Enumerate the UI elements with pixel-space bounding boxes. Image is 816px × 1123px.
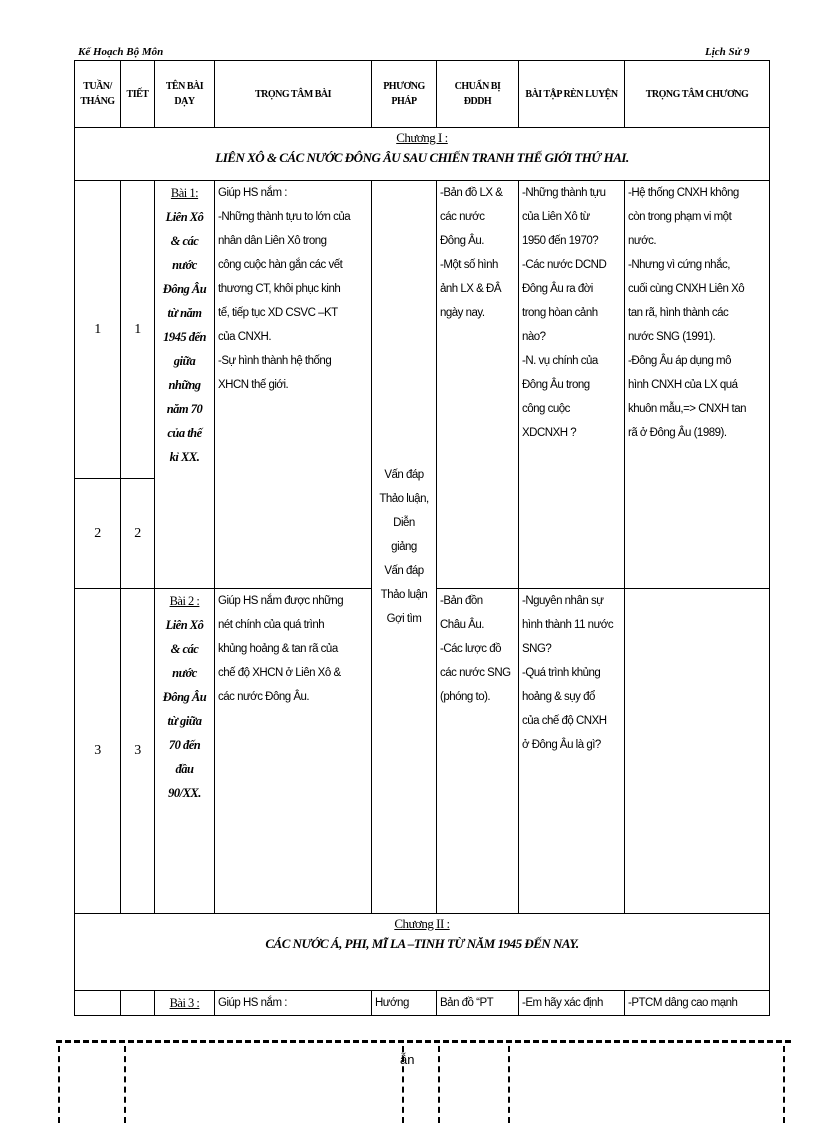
lesson-1-name — [155, 181, 215, 589]
page-break-vline — [438, 1046, 440, 1123]
period-cell: 1 — [121, 181, 155, 479]
header-left-title: Kế Hoạch Bộ Môn — [78, 46, 164, 58]
lesson-3-name — [155, 991, 215, 1016]
chapter-1-label: Chương I : — [396, 130, 448, 145]
col-chapter-focus: TRỌNG TÂM CHƯƠNG — [625, 61, 770, 128]
lesson-2-name — [155, 589, 215, 914]
lesson-1-label: Bài 1: — [170, 186, 199, 200]
week-cell: 3 — [75, 589, 121, 914]
table-header-row — [75, 61, 770, 128]
lesson-3-chapter-focus: -PTCM dâng cao mạnh — [625, 991, 770, 1016]
chapter-2-label: Chương II : — [394, 916, 450, 931]
period-cell: 3 — [121, 589, 155, 914]
chapter-2-row — [75, 914, 770, 991]
page-break-vline — [783, 1046, 785, 1123]
lesson-2-focus: Giúp HS nắm được những nét chính của quá trình khủng hoảng & tan rã của chế độ XHCN ở Liên Xô & các nước Đông Âu. — [215, 589, 372, 914]
chapter-1-focus: -Hệ thống CNXH không còn trong phạm vi một nước. -Nhưng vì cứng nhắc, cuối cùng CNXH Liên Xô tan rã, hình thành các nước SNG (1991). -Đông Âu áp dụng mô hình CNXH của LX quá khuôn mẫu,=> CNXH tan rã ở Đông Âu (1989). — [625, 181, 770, 589]
lesson-3-materials: Bản đồ “PT — [437, 991, 519, 1016]
lesson-3-focus: Giúp HS nắm : — [215, 991, 372, 1016]
col-method: PHƯƠNG PHÁP — [372, 61, 437, 128]
lesson-3-label: Bài 3 : — [169, 996, 200, 1010]
col-week: TUẦN/ THÁNG — [75, 61, 121, 128]
page-break-line — [56, 1040, 791, 1043]
col-materials: CHUẨN BỊ ĐDDH — [437, 61, 519, 128]
chapter-1-title: LIÊN XÔ & CÁC NƯỚC ĐÔNG ÂU SAU CHIẾN TRANH THẾ GIỚI THỨ HAI. — [215, 150, 629, 165]
col-exercises: BÀI TẬP RÈN LUYỆN — [519, 61, 625, 128]
period-cell: 2 — [121, 479, 155, 589]
header-right-title: Lịch Sử 9 — [705, 46, 750, 58]
col-period: TIẾT — [121, 61, 155, 128]
page-break-vline — [124, 1046, 126, 1123]
week-cell: 1 — [75, 181, 121, 479]
lesson-3-exercises: -Em hãy xác định — [519, 991, 625, 1016]
lesson-2-title: Liên Xô & các nước Đông Âu từ giữa 70 đến đầu 90/XX. — [162, 618, 207, 800]
lesson-plan-table — [74, 60, 770, 1016]
col-lesson-name: TÊN BÀI DẠY — [155, 61, 215, 128]
page-break-vline — [58, 1046, 60, 1123]
period-cell — [121, 991, 155, 1016]
lesson-1-focus: Giúp HS nắm : -Những thành tựu to lớn của nhân dân Liên Xô trong công cuộc hàn gắn các vết thương CT, khôi phục kinh tế, tiếp tục XD CSVC –KT của CNXH. -Sự hình thành hệ thống XHCN thế giới. — [215, 181, 372, 589]
lesson-1-exercises: -Những thành tựu của Liên Xô từ 1950 đến 1970? -Các nước DCND Đông Âu ra đời trong hòan cảnh nào? -N. vụ chính của Đông Âu trong công cuộc XDCNXH ? — [519, 181, 625, 589]
lesson-2-materials: -Bản đồn Châu Âu. -Các lược đồ các nước SNG (phóng to). — [437, 589, 519, 914]
lesson-2-label: Bài 2 : — [169, 594, 200, 608]
lesson-3-method-cont: ẫn — [400, 1052, 415, 1067]
chapter-1-row — [75, 128, 770, 181]
lesson-1-materials: -Bản đồ LX & các nước Đông Âu. -Một số hình ảnh LX & ĐÂ ngày nay. — [437, 181, 519, 589]
chapter-1-focus-cont — [625, 589, 770, 914]
page-break-vline — [508, 1046, 510, 1123]
week-cell — [75, 991, 121, 1016]
chapter-2-title: CÁC NƯỚC Á, PHI, MĨ LA –TINH TỪ NĂM 1945 ĐẾN NAY. — [265, 936, 579, 951]
table-row — [75, 991, 770, 1016]
lesson-3-method: Hướng — [372, 991, 437, 1016]
lesson-2-exercises: -Nguyên nhân sự hình thành 11 nước SNG? -Quá trình khủng hoảng & sụy đổ của chế độ CNXH ở Đông Âu là gì? — [519, 589, 625, 914]
col-lesson-focus: TRỌNG TÂM BÀI — [215, 61, 372, 128]
week-cell: 2 — [75, 479, 121, 589]
lesson-1-title: Liên Xô & các nước Đông Âu từ năm 1945 đến giữa những năm 70 của thế kỉ XX. — [162, 210, 207, 464]
method-cell: Vấn đáp Thảo luận, Diễn giảng Vấn đáp Thảo luận Gợi tìm — [372, 181, 437, 914]
table-row — [75, 181, 770, 479]
